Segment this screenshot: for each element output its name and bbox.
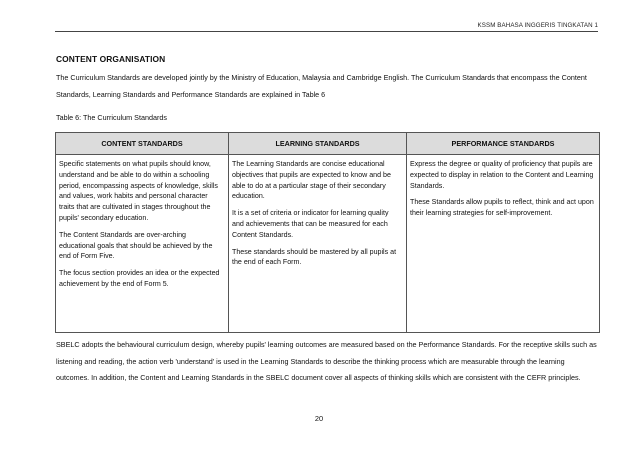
curriculum-standards-table — [55, 132, 600, 333]
content-standards-text: The focus section provides an idea or the expected achievement by the end of Form 5. — [59, 269, 220, 288]
performance-standards-cell — [407, 155, 600, 333]
running-header: KSSM BAHASA INGGERIS TINGKATAN 1 — [477, 22, 598, 29]
table-header-row — [56, 133, 600, 155]
learning-standards-cell — [229, 155, 407, 333]
table-row — [56, 155, 600, 333]
learning-standards-text: The Learning Standards are concise educational objectives that pupils are expected to know and be able to do at a particular stage of their secondary education. — [232, 160, 391, 201]
header-performance-standards: PERFORMANCE STANDARDS — [407, 133, 600, 155]
closing-paragraph: SBELC adopts the behavioural curriculum design, whereby pupils' learning outcomes are measured based on the Performance Standards. For the receptive skills such as listening and reading, the action verb 'understand' is used in the Learning Standards to describe the thinking process which are measurable through the learning outcomes. In addition, the Content and Learning Standards in the SBELC document cover all aspects of thinking skills which are consistent with the CEFR principles. — [56, 340, 597, 382]
table-caption: Table 6: The Curriculum Standards — [56, 113, 167, 122]
header-learning-standards: LEARNING STANDARDS — [229, 133, 407, 155]
learning-standards-text: It is a set of criteria or indicator for learning quality and achievements that can be measured for each Content Standards. — [232, 209, 389, 239]
page-number: 20 — [314, 414, 324, 423]
content-standards-text: Specific statements on what pupils should know, understand and be able to do within a schooling period, encompassing aspects of knowledge, skills and values, work habits and personal character traits that are cultivated in stages throughout the pupils' secondary education. — [59, 160, 218, 222]
content-standards-text: The Content Standards are over-arching educational goals that should be achieved by the end of Form Five. — [59, 230, 213, 261]
learning-standards-text: These standards should be mastered by all pupils at the end of each Form. — [232, 247, 397, 267]
section-title: CONTENT ORGANISATION — [56, 54, 166, 64]
intro-paragraph: The Curriculum Standards are developed jointly by the Ministry of Education, Malaysia and Cambridge English. The Curriculum Standards that encompass the Content Standards, Learning Standards and Performance Standards are explained in Table 6 — [56, 73, 587, 99]
header-divider — [55, 31, 598, 32]
header-content-standards: CONTENT STANDARDS — [56, 133, 229, 155]
content-standards-cell — [56, 155, 229, 333]
performance-standards-text: These Standards allow pupils to reflect, think and act upon their learning strategies for self-improvement. — [410, 198, 594, 218]
performance-standards-text: Express the degree or quality of proficiency that pupils are expected to display in relation to the Content and Learning Standards. — [410, 160, 594, 190]
